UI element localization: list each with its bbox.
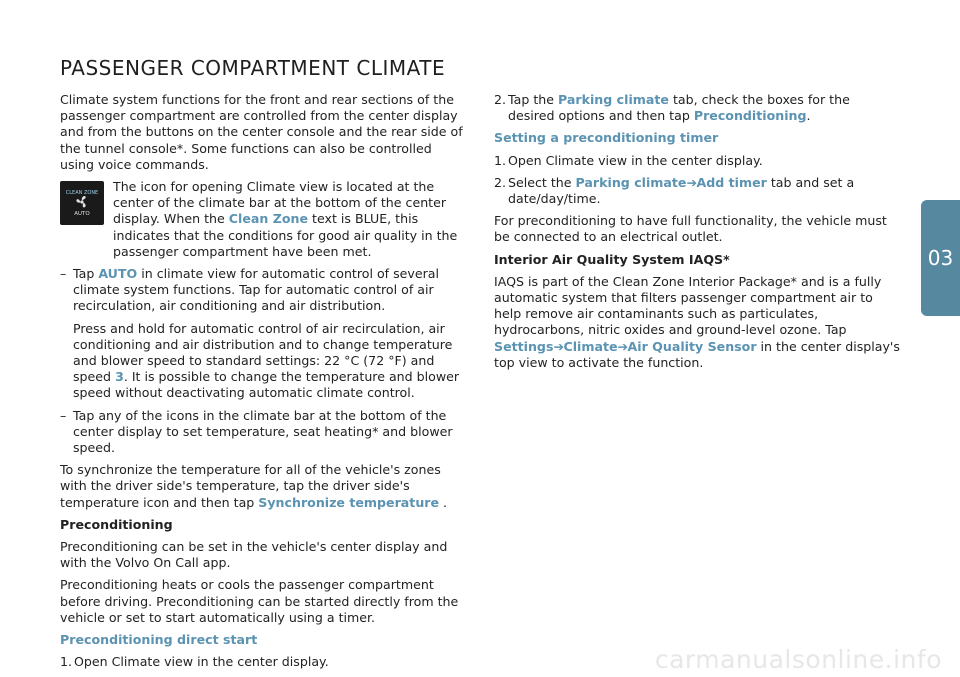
add-timer-highlight: Add timer [696, 174, 767, 190]
timer-step-2: 2. Select the Parking climate➔Add timer tab and set a date/day/time. [494, 174, 855, 207]
bullet-icons [60, 408, 465, 457]
timer-step-1 [494, 153, 900, 169]
step-number: 2. [494, 92, 507, 107]
preconditioning-p1: Preconditioning can be set in the vehicle's center display and with the Volvo On Call app. [60, 539, 448, 571]
arrow-right-icon: ➔ [686, 174, 698, 190]
parking-climate-highlight: Parking climate [558, 92, 669, 107]
clean-zone-highlight: Clean Zone [228, 211, 309, 227]
sync-paragraph: To synchronize the temperature for all of the vehicle's zones with the driver side's temperature, tap the driver side's temperature icon and then tap Synchronize temperature . [60, 462, 448, 510]
step-number: 1. [60, 654, 73, 670]
climate-icon-block [60, 179, 465, 260]
clean-zone-icon-label: CLEAN ZONE [65, 190, 99, 197]
icon-text-b: text is BLUE, this indicates that the conditions for good air quality in the passenger compartment have been met. [113, 211, 458, 259]
step-text: Open Climate view in the center display. [508, 152, 763, 168]
iaqs-paragraph: IAQS is part of the Clean Zone Interior Package* and is a fully automatic system that filters passenger compartment air to help remove air contaminants such as particulates, hydrocarbons, nitric oxides and ground-level ozone. Tap Settings➔Climate➔Air Quality Sensor in the center display's top view to activate the function. [494, 273, 900, 370]
preconditioning-p2: Preconditioning heats or cools the passenger compartment before driving. Preconditioning can be started directly from the vehicle or set to start automatically using a timer. [60, 577, 459, 625]
arrow-right-icon: ➔ [553, 338, 565, 354]
speed-highlight: 3 [115, 369, 124, 385]
direct-step-2: 2. Tap the Parking climate tab, check the boxes for the desired options and then tap Preconditioning. [494, 92, 850, 124]
iaqs-heading: Interior Air Quality System IAQS* [494, 251, 730, 267]
step-number: 2. [494, 174, 507, 190]
right-column [494, 92, 900, 377]
icon-text-a: The icon for opening Climate view is located at the center of the climate bar at the bottom of the center display. When the [113, 179, 447, 227]
bullet-auto-press-hold: Press and hold for automatic control of air recirculation, air conditioning and air distribution and to change temperature and blower speed to standard settings: 22 °C (72 °F) and speed 3. It is possible to change the temperature and blower speed without deactivating automatic climate control. [73, 320, 460, 401]
synchronize-temperature-highlight: Synchronize temperature [258, 494, 440, 510]
timer-heading: Setting a preconditioning timer [494, 130, 719, 146]
climate-highlight: Climate [563, 338, 618, 354]
bullet-auto-text: – Tap AUTO in climate view for automatic control of several climate system functions. Tap for automatic control of air recirculation, air conditioning and air distribution. [73, 266, 440, 314]
auto-highlight: AUTO [98, 266, 138, 282]
step-number: 1. [494, 152, 507, 168]
settings-highlight: Settings [494, 338, 554, 354]
left-column [60, 92, 465, 677]
parking-climate-highlight: Parking climate [575, 174, 687, 190]
climate-view-icon [60, 181, 104, 225]
watermark: carmanualsonline.info [654, 645, 942, 674]
direct-step-1 [60, 654, 465, 670]
page-title: PASSENGER COMPARTMENT CLIMATE [60, 56, 446, 80]
arrow-right-icon: ➔ [617, 338, 629, 354]
auto-icon-label: AUTO [74, 210, 90, 217]
full-functionality-paragraph: For preconditioning to have full functionality, the vehicle must be connected to an electrical outlet. [494, 213, 887, 245]
bullet-icons-text: – Tap any of the icons in the climate bar at the bottom of the center display to set temperature, seat heating* and blower speed. [73, 407, 453, 456]
direct-start-heading: Preconditioning direct start [60, 632, 258, 648]
preconditioning-heading: Preconditioning [60, 516, 173, 532]
chapter-tab: 03 [921, 200, 960, 316]
air-quality-sensor-highlight: Air Quality Sensor [627, 338, 757, 354]
bullet-auto [60, 266, 465, 402]
intro-paragraph: Climate system functions for the front and rear sections of the passenger compartment are controlled from the center display and from the buttons on the center console and the rear side of the tunnel console*. Some functions can also be controlled using voice commands. [60, 92, 463, 172]
preconditioning-highlight: Preconditioning [693, 108, 807, 124]
step-text: Open Climate view in the center display. [74, 654, 329, 670]
